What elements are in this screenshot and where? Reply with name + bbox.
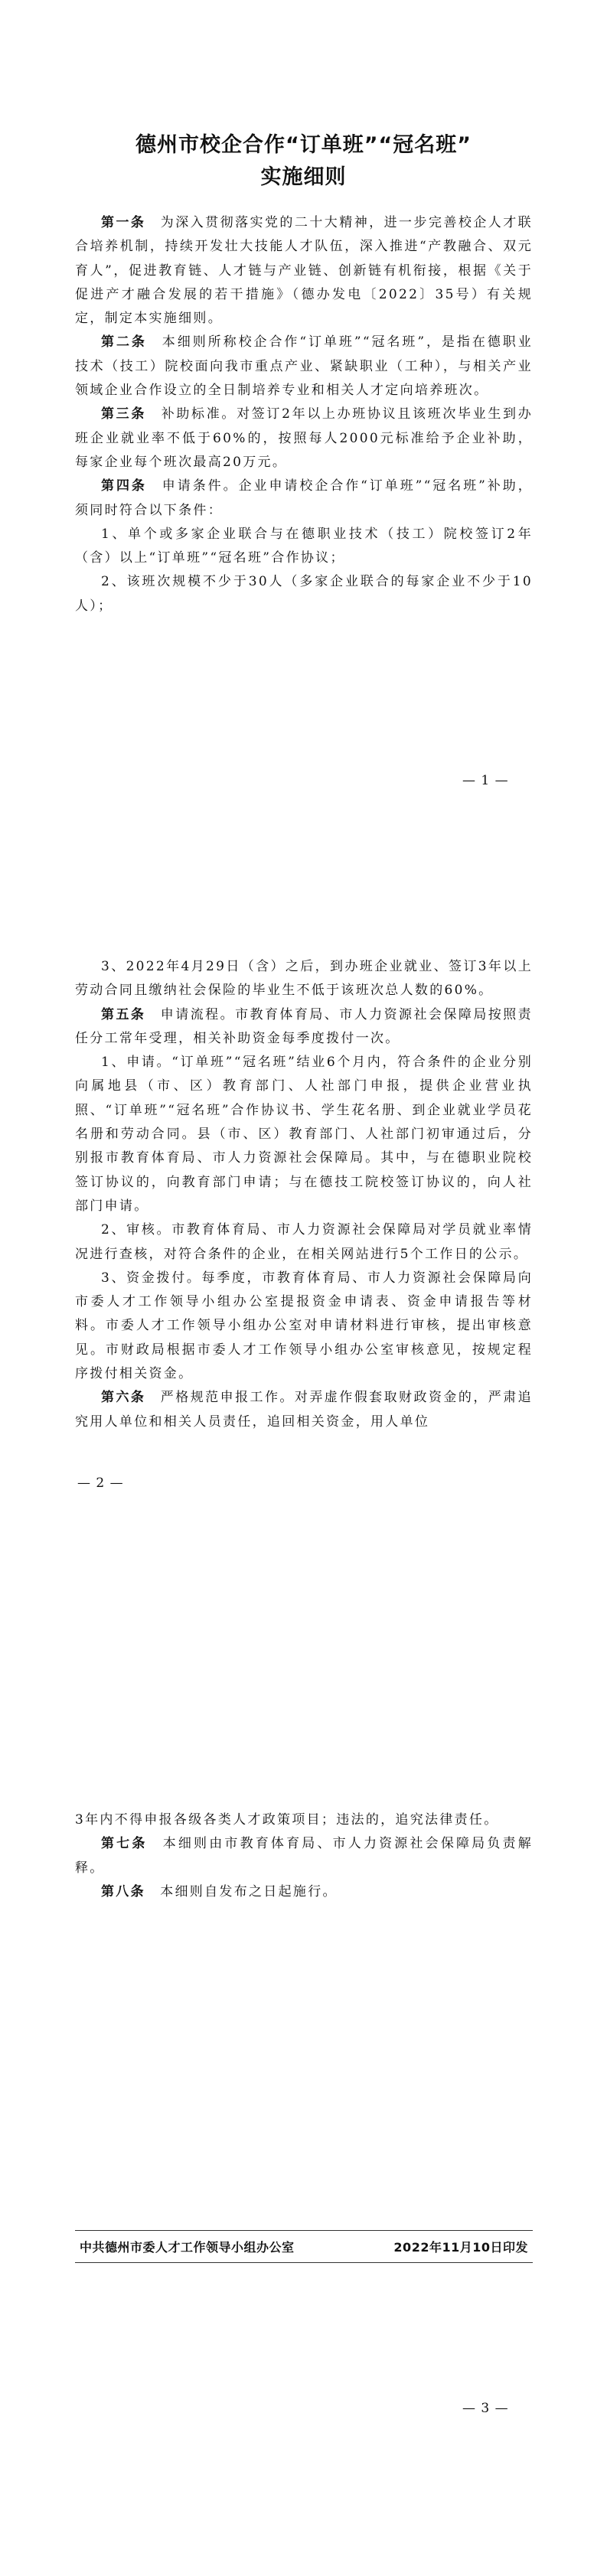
page-number: — 2 — <box>77 1475 124 1491</box>
list-item-text: 2、审核。市教育体育局、市人力资源社会保障局对学员就业率情况进行查核，对符合条件的企业，在相关网站进行5个工作日的公示。 <box>75 1222 533 1262</box>
list-item <box>75 1051 533 1218</box>
article-text: 申请条件。企业申请校企合作“订单班”“冠名班”补助，须同时符合以下条件： <box>75 478 533 518</box>
article-2 <box>75 331 533 403</box>
page-2-body <box>75 955 533 1434</box>
continuation-text <box>75 1808 533 1832</box>
article-text: 为深入贯彻落实党的二十大精神，进一步完善校企人才联合培养机制，持续开发壮大技能人才队伍，深入推进“产教融合、双元育人”，促进教育链、人才链与产业链、创新链有机衔接，根据《关于促进产才融合发展的若干措施》（德办发电〔2022〕35号）有关规定，制定本实施细则。 <box>75 215 533 327</box>
article-text: 本细则由市教育体育局、市人力资源社会保障局负责解释。 <box>75 1836 534 1876</box>
article-8 <box>75 1880 533 1904</box>
footer-top-rule <box>75 2230 533 2231</box>
article-1 <box>75 211 533 331</box>
paragraph-text: 3年内不得申报各级各类人才政策项目；违法的，追究法律责任。 <box>75 1812 499 1828</box>
article-5 <box>75 1003 533 1052</box>
article-heading: 第六条 <box>101 1390 146 1406</box>
issuing-office: 中共德州市委人才工作领导小组办公室 <box>80 2240 295 2255</box>
article-heading: 第五条 <box>101 1006 146 1022</box>
list-item-text: 3、2022年4月29日（含）之后，到办班企业就业、签订3年以上劳动合同且缴纳社会保险的毕业生不低于该班次总人数的60%。 <box>75 959 533 999</box>
article-text: 补助标准。对签订2年以上办班协议且该班次毕业生到办班企业就业率不低于60%的，按照每人2000元标准给予企业补助，每家企业每个班次最高20万元。 <box>75 406 533 470</box>
article-heading: 第一条 <box>101 215 146 230</box>
list-item-text: 2、该班次规模不少于30人（多家企业联合的每家企业不少于10人）； <box>75 574 533 614</box>
page-3-body <box>75 1808 533 1904</box>
article-text: 申请流程。市教育体育局、市人力资源社会保障局按照责任分工常年受理，相关补助资金每季度拨付一次。 <box>75 1006 533 1046</box>
list-item <box>75 1218 533 1267</box>
article-heading: 第八条 <box>101 1883 145 1899</box>
document-subtitle: 实施细则 <box>260 165 347 189</box>
page-1 <box>0 0 607 859</box>
article-7 <box>75 1832 533 1880</box>
issue-date: 2022年11月10日印发 <box>393 2240 528 2255</box>
list-item-text: 1、申请。“订单班”“冠名班”结业6个月内，符合条件的企业分别向属地县（市、区）教育部门、人社部门申报，提供企业营业执照、“订单班”“冠名班”合作协议书、学生花名册、到企业就业学员花名册和劳动合同。县（市、区）教育部门、人社部门初审通过后，分别报市教育体育局、市人力资源社会保障局。其中，与在德职业院校签订协议的，向教育部门申请；与在德技工院校签订协议的，向人社部门申请。 <box>75 1055 533 1214</box>
article-heading: 第二条 <box>101 334 147 351</box>
document-title: 德州市校企合作“订单班”“冠名班” <box>135 133 472 157</box>
article-heading: 第七条 <box>101 1836 148 1852</box>
article-4 <box>75 474 533 523</box>
page-number: — 3 — <box>462 2401 509 2416</box>
list-item-text: 1、单个或多家企业联合与在德职业技术（技工）院校签订2年（含）以上“订单班”“冠名班”合作协议； <box>75 526 533 566</box>
article-heading: 第三条 <box>101 406 147 422</box>
list-item <box>75 523 533 571</box>
list-item <box>75 955 533 1003</box>
article-text: 本细则所称校企合作“订单班”“冠名班”，是指在德职业技术（技工）院校面向我市重点产业、紧缺职业（工种），与相关产业领域企业合作设立的全日制培养专业和相关人才定向培养班次。 <box>75 334 533 399</box>
article-6 <box>75 1386 533 1434</box>
article-text: 严格规范申报工作。对弄虚作假套取财政资金的，严肃追究用人单位和相关人员责任，追回相关资金，用人单位 <box>75 1390 533 1430</box>
list-item <box>75 1267 533 1386</box>
article-3 <box>75 403 533 474</box>
footer-bottom-rule <box>75 2262 533 2263</box>
page-3 <box>0 1717 607 2576</box>
article-heading: 第四条 <box>101 478 147 494</box>
page-2 <box>0 859 607 1717</box>
list-item-text: 3、资金拨付。每季度，市教育体育局、市人力资源社会保障局向市委人才工作领导小组办公室提报资金申请表、资金申请报告等材料。市委人才工作领导小组办公室对申请材料进行审核，提出审核意见。市财政局根据市委人才工作领导小组办公室审核意见，按规定程序拨付相关资金。 <box>75 1270 533 1382</box>
list-item <box>75 570 533 618</box>
page-1-body <box>75 211 533 618</box>
page-number: — 1 — <box>462 773 509 788</box>
article-text: 本细则自发布之日起施行。 <box>145 1883 338 1899</box>
